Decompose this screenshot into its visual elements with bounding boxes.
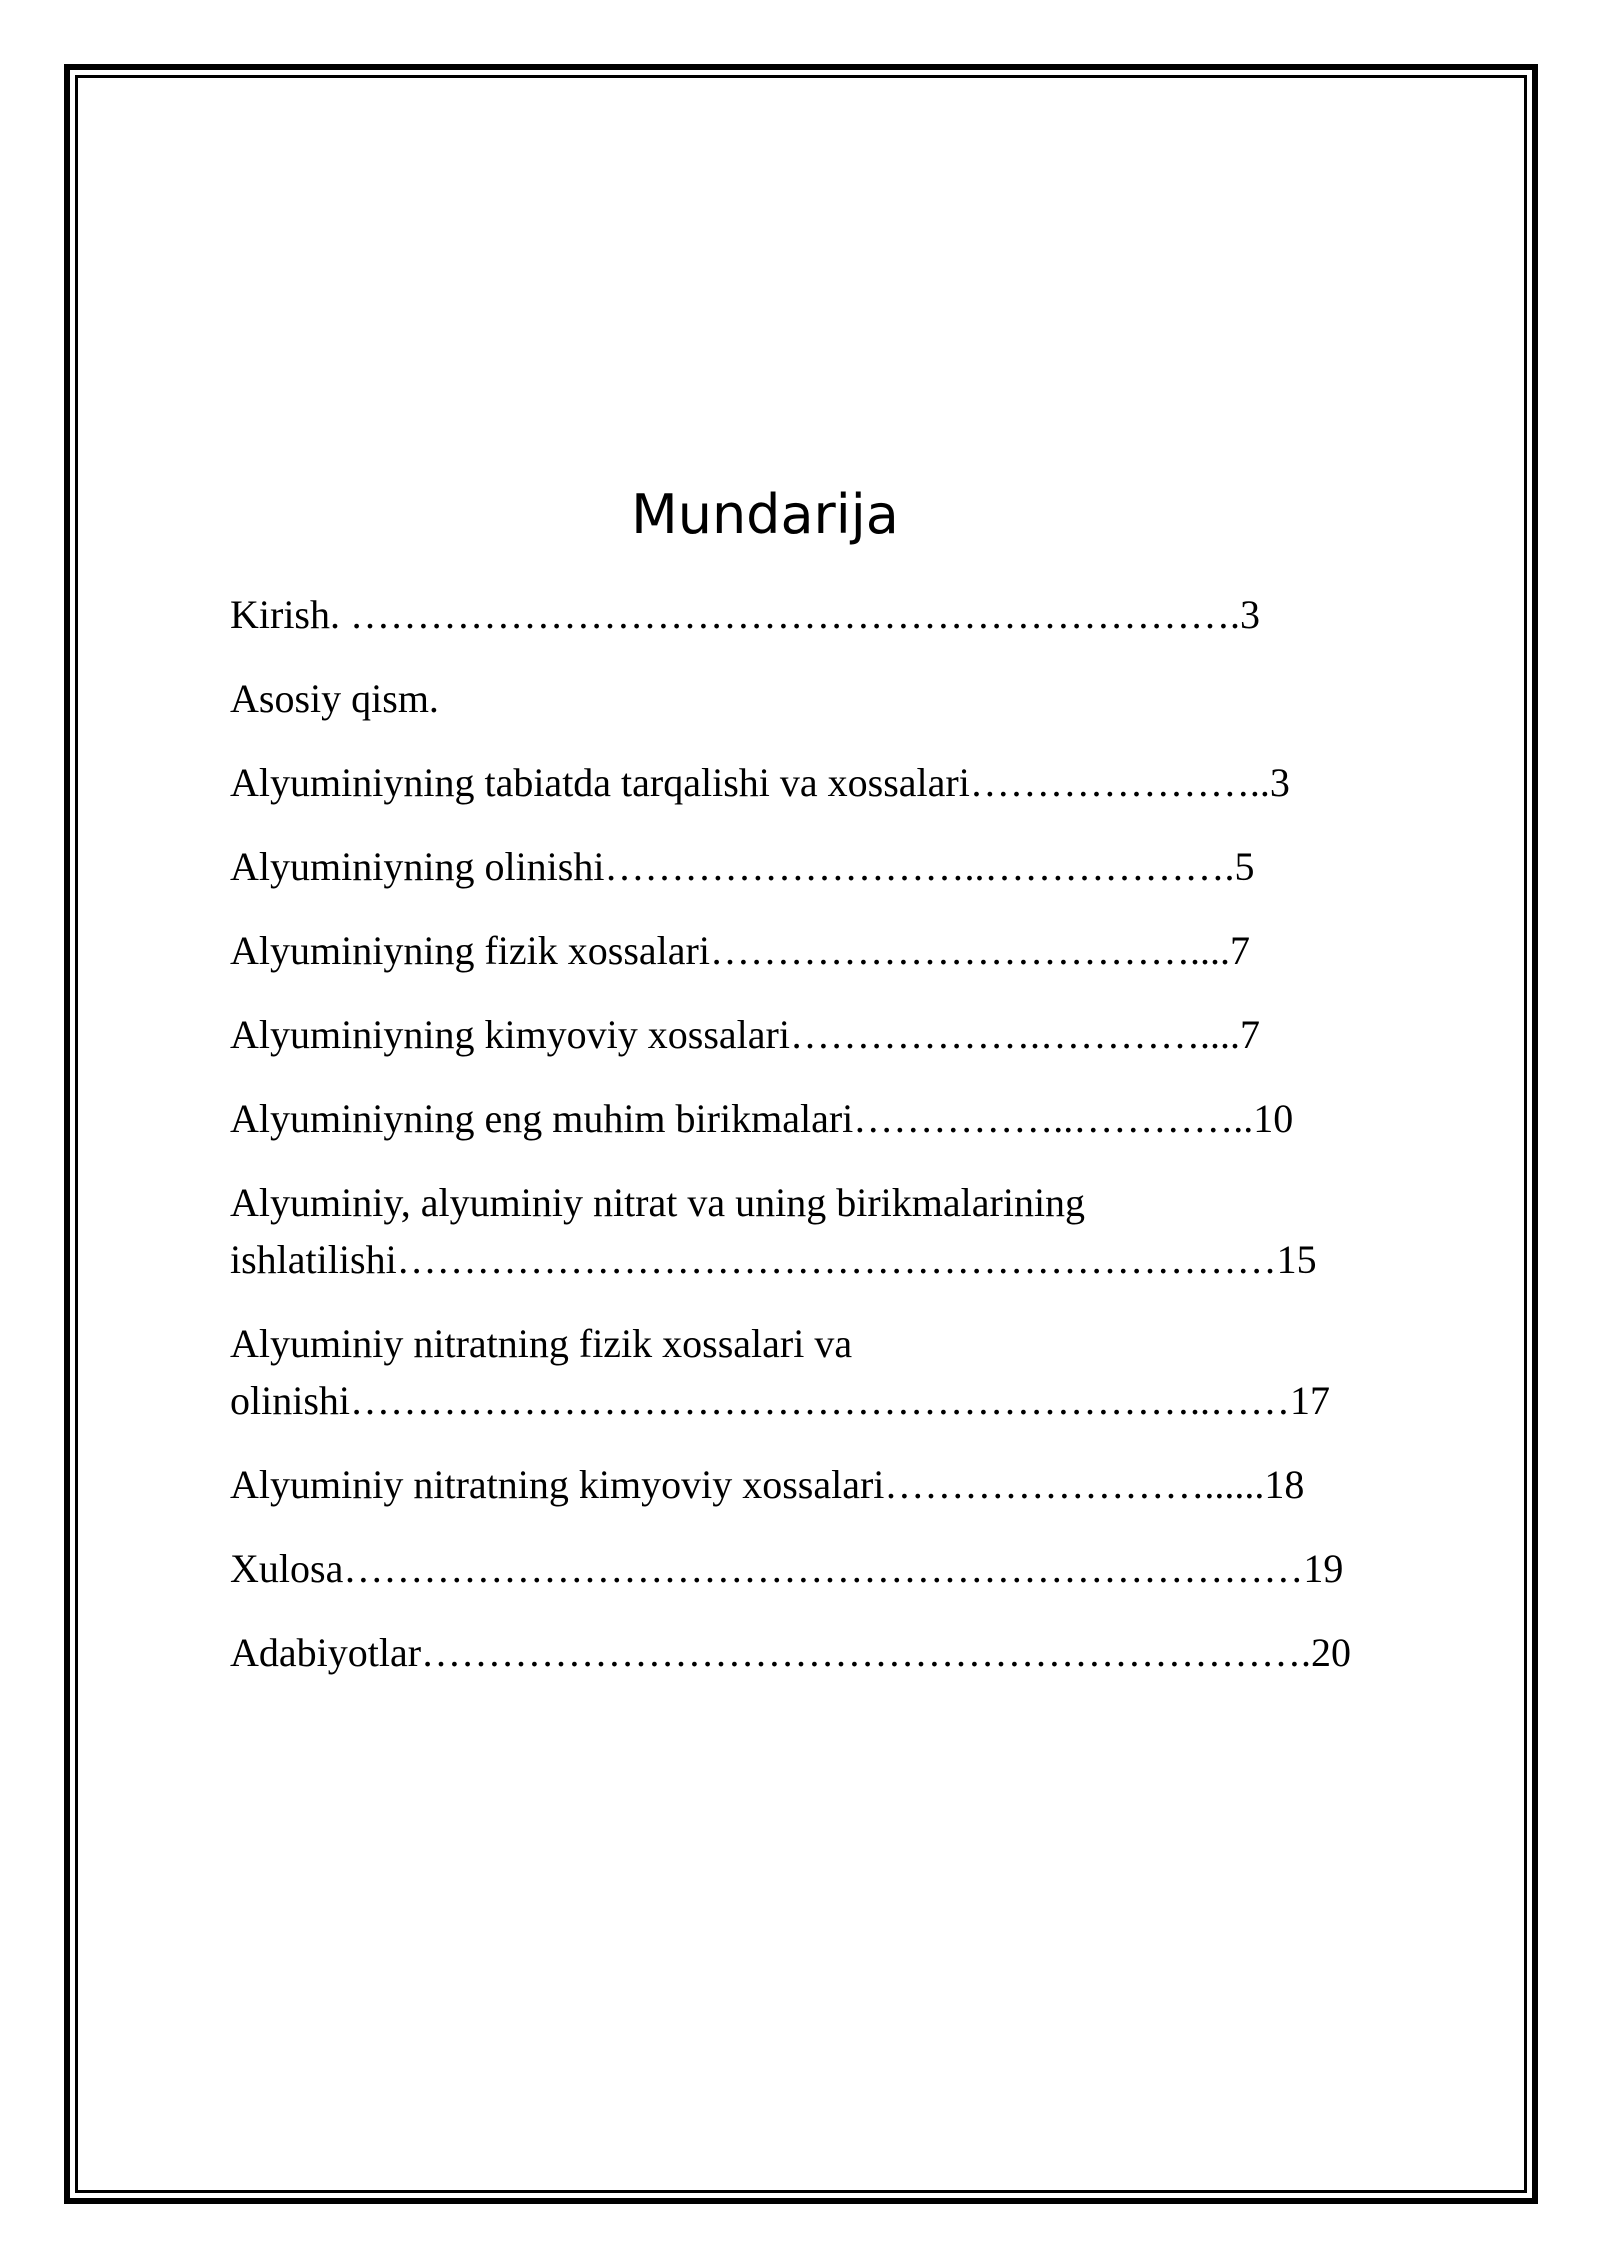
toc-entry-tabiatda-tarqalishi bbox=[230, 754, 1420, 811]
toc-entry-xulosa bbox=[230, 1540, 1420, 1597]
page-title: Mundarija bbox=[631, 483, 899, 546]
toc-entry-text: Kirish. ………………………………………………………….3 bbox=[230, 592, 1260, 637]
toc-entry-olinishi bbox=[230, 838, 1420, 895]
toc-entry-nitrat-kimyoviy bbox=[230, 1456, 1420, 1513]
toc-entry-text-continued: olinishi………………………………………………………..……17 bbox=[230, 1378, 1331, 1423]
toc-entry-nitrat-fizik-olinishi bbox=[230, 1315, 1420, 1429]
toc-entry-ishlatilishi bbox=[230, 1174, 1420, 1288]
toc-entry-text: Alyuminiy, alyuminiy nitrat va uning birikmalarining bbox=[230, 1180, 1086, 1225]
toc-entry-text: Adabiyotlar………………………………………………………….20 bbox=[230, 1630, 1352, 1675]
toc-entry-fizik-xossalari bbox=[230, 922, 1420, 979]
toc-entry-text: Alyuminiyning kimyoviy xossalari……………….…………....7 bbox=[230, 1012, 1260, 1057]
toc-entry-kirish bbox=[230, 586, 1420, 643]
toc-entry-text: Alyuminiyning fizik xossalari………………………………....7 bbox=[230, 928, 1250, 973]
toc-entry-text: Alyuminiy nitratning kimyoviy xossalari……………………......18 bbox=[230, 1462, 1305, 1507]
toc-entry-text: Alyuminiyning olinishi………………………..……………….5 bbox=[230, 844, 1255, 889]
toc-entry-kimyoviy-xossalari bbox=[230, 1006, 1420, 1063]
toc-entry-adabiyotlar bbox=[230, 1624, 1420, 1681]
toc-entry-text: Xulosa………………………………………………………………19 bbox=[230, 1546, 1344, 1591]
toc-entry-text-continued: ishlatilishi…………………………………………………………15 bbox=[230, 1237, 1317, 1282]
table-of-contents bbox=[230, 586, 1420, 1708]
toc-entry-text: Alyuminiyning tabiatda tarqalishi va xossalari…………………..3 bbox=[230, 760, 1290, 805]
toc-entry-text: Alyuminiy nitratning fizik xossalari va bbox=[230, 1321, 853, 1366]
toc-entry-muhim-birikmalari bbox=[230, 1090, 1420, 1147]
toc-entry-text: Asosiy qism. bbox=[230, 676, 439, 721]
toc-entry-text: Alyuminiyning eng muhim birikmalari……………..…………..10 bbox=[230, 1096, 1294, 1141]
toc-entry-asosiy-qism bbox=[230, 670, 1420, 727]
